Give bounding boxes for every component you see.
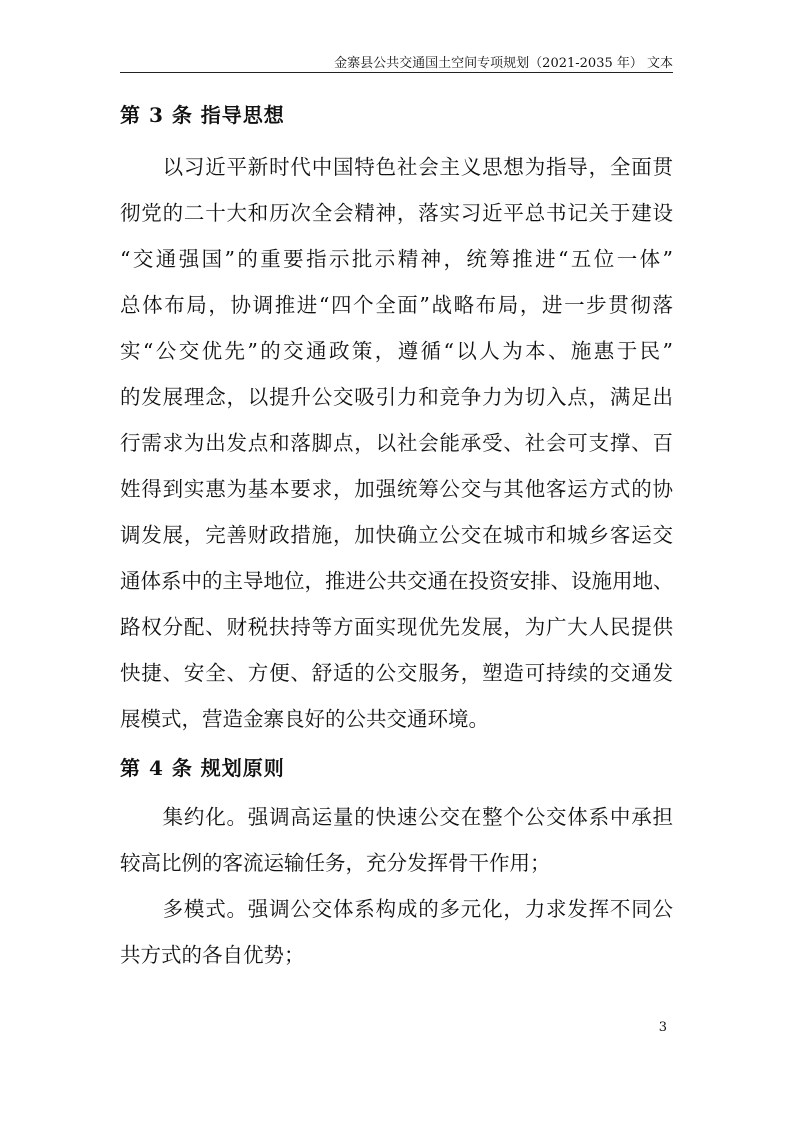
body-line: 集约化。强调高运量的快速公交在整个公交体系中承担: [120, 805, 673, 829]
body-line: 实“公交优先”的交通政策，遵循“以人为本、施惠于民”: [120, 339, 673, 363]
page-number: 3: [658, 1020, 667, 1035]
body-line: 以习近平新时代中国特色社会主义思想为指导，全面贯: [120, 155, 673, 179]
article-4-title: 第 4 条 规划原则: [120, 756, 285, 780]
body-line: 行需求为出发点和落脚点，以社会能承受、社会可支撑、百: [120, 431, 673, 455]
article-3-title: 第 3 条 指导思想: [120, 103, 285, 127]
header-text: 金寨县公共交通国土空间专项规划（2021-2035 年） 文本: [334, 56, 673, 71]
body-line: 总体布局，协调推进“四个全面”战略布局，进一步贯彻落: [120, 293, 673, 317]
body-line: 快捷、安全、方便、舒适的公交服务，塑造可持续的交通发: [120, 661, 673, 685]
body-line: 调发展，完善财政措施，加快确立公交在城市和城乡客运交: [120, 523, 673, 547]
body-line: 多模式。强调公交体系构成的多元化，力求发挥不同公: [120, 897, 673, 921]
body-line: 的发展理念，以提升公交吸引力和竞争力为切入点，满足出: [120, 385, 673, 409]
header-rule: [120, 72, 673, 73]
body-line: “交通强国”的重要指示批示精神，统筹推进“五位一体”: [120, 247, 673, 271]
body-line: 展模式，营造金寨良好的公共交通环境。: [120, 707, 489, 731]
body-line: 共方式的各自优势；: [120, 943, 305, 967]
body-line: 路权分配、财税扶持等方面实现优先发展，为广大人民提供: [120, 615, 673, 639]
body-line: 姓得到实惠为基本要求，加强统筹公交与其他客运方式的协: [120, 477, 673, 501]
body-line: 较高比例的客流运输任务，充分发挥骨干作用；: [120, 851, 551, 875]
body-line: 通体系中的主导地位，推进公共交通在投资安排、设施用地、: [120, 569, 674, 593]
body-line: 彻党的二十大和历次全会精神，落实习近平总书记关于建设: [120, 201, 673, 225]
